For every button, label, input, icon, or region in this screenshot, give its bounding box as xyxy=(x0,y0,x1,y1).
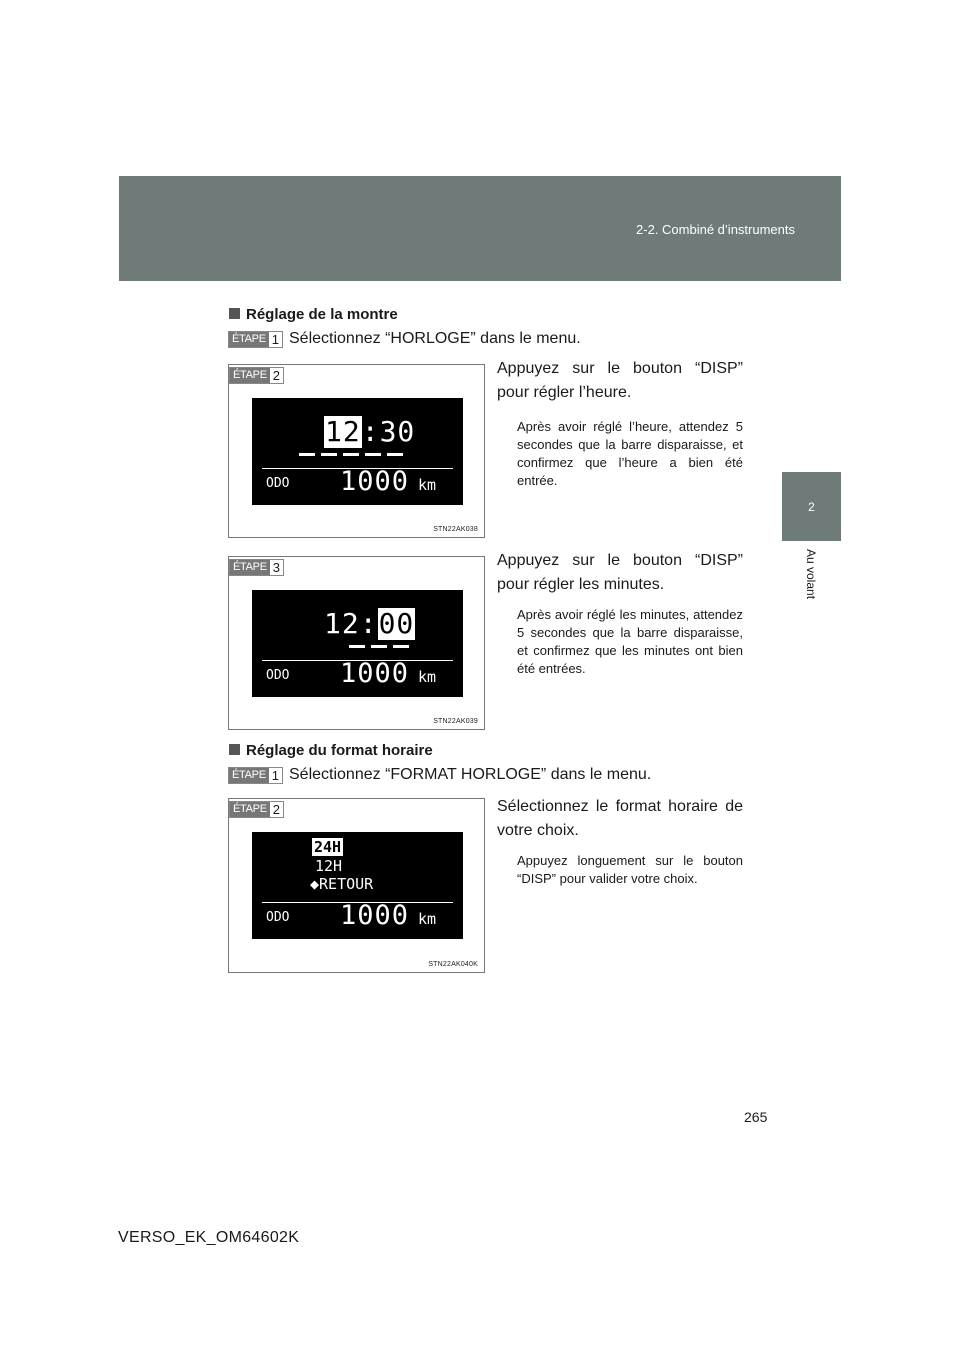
figure-time-format xyxy=(228,798,485,973)
clock-hours-highlighted: 12 xyxy=(325,415,361,448)
display-screen xyxy=(252,398,463,505)
page-number: 265 xyxy=(744,1109,768,1125)
figure-set-hours xyxy=(228,364,485,538)
chapter-label: Au volant xyxy=(804,549,818,600)
header-section-title: 2-2. Combiné d’instruments xyxy=(636,222,795,237)
section-heading-clock: Réglage de la montre xyxy=(229,306,398,323)
odo-label: ODO xyxy=(266,910,290,925)
figure-code: STN22AK040K xyxy=(428,961,478,968)
display-screen xyxy=(252,832,463,939)
clock-readout: 12 : 30 xyxy=(325,415,416,448)
step-1-instruction: ÉTAPE 1 Sélectionnez “HORLOGE” dans le menu. xyxy=(228,330,581,348)
figure-code: STN22AK039 xyxy=(433,718,478,725)
square-bullet-icon xyxy=(229,744,240,755)
step-3-description: Appuyez sur le bouton “DISP” pour régler les minutes. xyxy=(497,552,743,593)
odo-unit: km xyxy=(418,910,437,928)
odo-value: 1000 xyxy=(340,466,410,497)
figure-set-minutes xyxy=(228,556,485,730)
clock-minutes-highlighted: 00 xyxy=(378,607,415,640)
section-heading-time-format: Réglage du format horaire xyxy=(229,742,433,759)
progress-bar-dashes xyxy=(299,453,403,456)
figure-code: STN22AK038 xyxy=(433,526,478,533)
step-badge: ÉTAPE 2 xyxy=(229,367,284,384)
chapter-tab xyxy=(782,472,841,541)
document-code: VERSO_EK_OM64602K xyxy=(118,1229,300,1246)
chapter-number: 2 xyxy=(808,500,815,514)
step-1-instruction: ÉTAPE 1 Sélectionnez “FORMAT HORLOGE” dans le menu. xyxy=(228,766,651,784)
menu-option-24h: 24H xyxy=(314,838,342,856)
odo-value: 1000 xyxy=(340,900,410,931)
step-2-note: Après avoir réglé l’heure, attendez 5 secondes que la barre disparaisse, et confirmez que l’heure a bien été entrée. xyxy=(517,419,743,488)
menu-option-12h: 12H xyxy=(315,857,343,875)
arrow-left-icon: ◆ xyxy=(310,875,320,893)
step-2-description: Sélectionnez le format horaire de votre choix. xyxy=(497,798,743,839)
display-screen xyxy=(252,590,463,697)
square-bullet-icon xyxy=(229,308,240,319)
step-2-description: Appuyez sur le bouton “DISP” pour régler l’heure. xyxy=(497,360,743,401)
step-2-note: Appuyez longuement sur le bouton “DISP” pour valider votre choix. xyxy=(517,853,743,886)
clock-minutes: 30 xyxy=(379,415,416,448)
odo-label: ODO xyxy=(266,668,290,683)
step-badge: ÉTAPE 3 xyxy=(229,559,284,576)
chapter-tab-label xyxy=(782,541,841,631)
menu-option-retour: ◆RETOUR xyxy=(310,875,374,893)
step-3-note: Après avoir réglé les minutes, attendez 5 secondes que la barre disparaisse, et confirmez que les minutes ont bien été entrées. xyxy=(517,607,743,676)
progress-bar-dashes xyxy=(349,645,409,648)
clock-readout: 12 : 00 xyxy=(324,607,415,640)
odo-label: ODO xyxy=(266,476,290,491)
odo-value: 1000 xyxy=(340,658,410,689)
step-badge: ÉTAPE 1 xyxy=(228,331,283,348)
clock-hours: 12 xyxy=(324,607,360,640)
step-badge: ÉTAPE 1 xyxy=(228,767,283,784)
step-badge: ÉTAPE 2 xyxy=(229,801,284,818)
odo-unit: km xyxy=(418,476,437,494)
header-band xyxy=(119,176,841,281)
odo-unit: km xyxy=(418,668,437,686)
